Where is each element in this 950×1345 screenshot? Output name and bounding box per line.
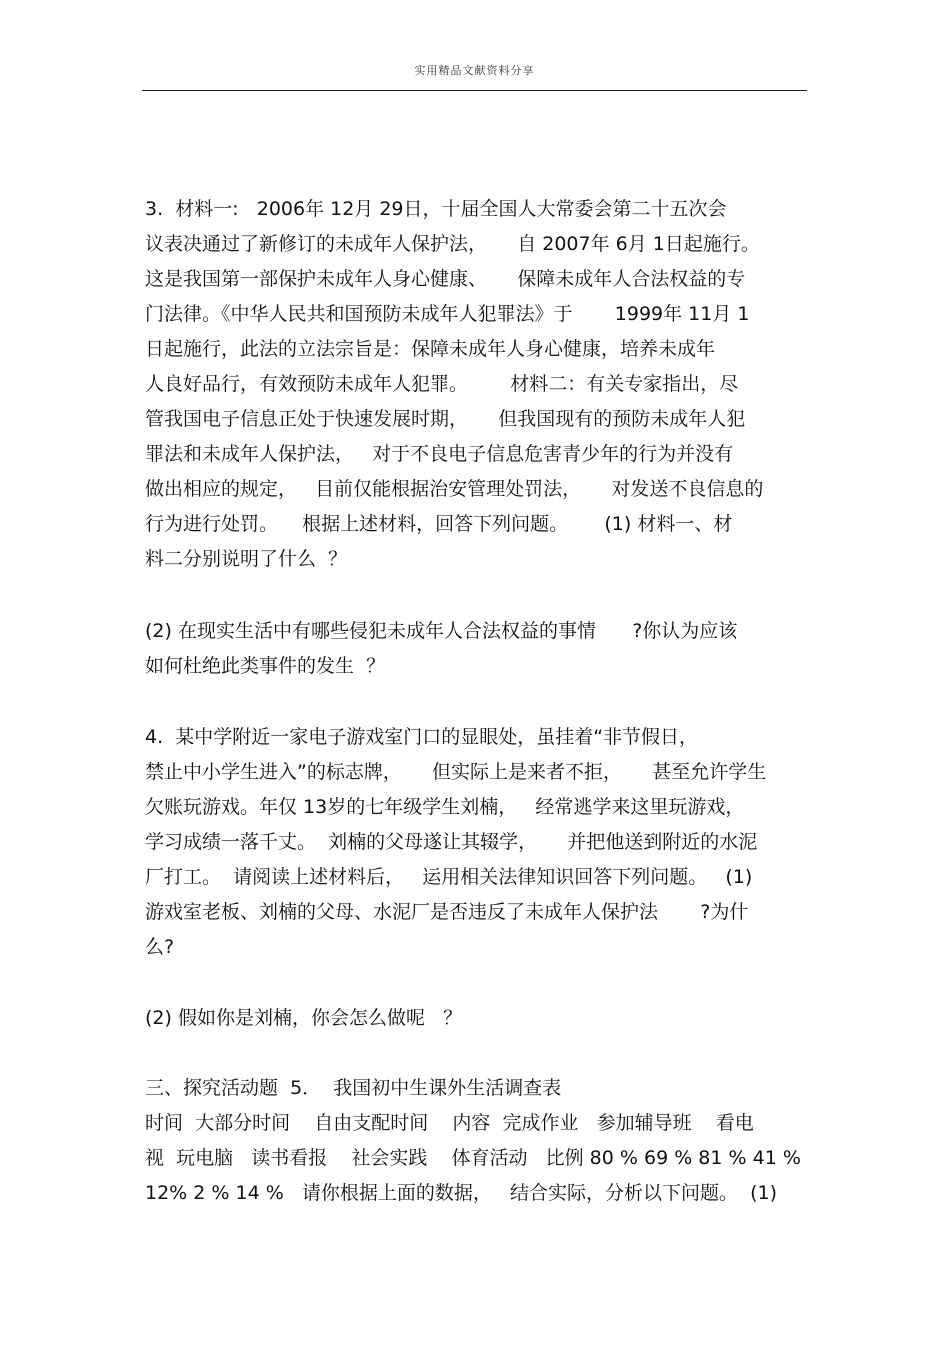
text-line: 门法律。《中华人民共和国预防未成年人犯罪法》于 1999年 11月 1 (145, 303, 750, 325)
text-line: 欠账玩游戏。年仅 13岁的七年级学生刘楠， 经常逃学来这里玩游戏， (145, 796, 745, 818)
text-line: 行为进行处罚。 根据上述材料，回答下列问题。 (1) 材料一、材 (145, 513, 733, 535)
text-line: 视 玩电脑 读书看报 社会实践 体育活动 比例 80 % 69 % 81 % 41 % (145, 1147, 801, 1169)
text-line: 三、探究活动题 5． 我国初中生课外生活调查表 (145, 1077, 562, 1099)
text-line: 日起施行，此法的立法宗旨是：保障未成年人身心健康，培养未成年 (145, 338, 716, 360)
text-line: (2) 假如你是刘楠，你会怎么做呢 ？ (145, 1007, 463, 1029)
text-line: 这是我国第一部保护未成年人身心健康、 保障未成年人合法权益的专 (145, 268, 746, 290)
text-line: 议表决通过了新修订的未成年人保护法， 自 2007年 6月 1日起施行。 (145, 233, 760, 255)
text-line: 如何杜绝此类事件的发生 ？ (145, 655, 386, 677)
text-line: 罪法和未成年人保护法， 对于不良电子信息危害青少年的行为并没有 (145, 443, 734, 465)
header-divider (142, 90, 807, 91)
text-line: 么? (145, 936, 175, 958)
text-line: (2) 在现实生活中有哪些侵犯未成年人合法权益的事情 ?你认为应该 (145, 620, 738, 642)
text-line: 学习成绩一落千丈。 刘楠的父母遂让其辍学， 并把他送到附近的水泥 (145, 831, 758, 853)
text-line: 厂打工。 请阅读上述材料后， 运用相关法律知识回答下列问题。 (1) (145, 866, 753, 888)
text-line: 禁止中小学生进入”的标志牌， 但实际上是来者不拒， 甚至允许学生 (145, 761, 767, 783)
text-line: 管我国电子信息正处于快速发展时期， 但我国现有的预防未成年人犯 (145, 408, 746, 430)
text-line: 人良好品行，有效预防未成年人犯罪。 材料二：有关专家指出，尽 (145, 373, 739, 395)
page-header: 实用精品文献资料分享 (414, 64, 535, 77)
text-line: 料二分别说明了什么 ？ (145, 548, 348, 570)
text-line: 时间 大部分时间 自由支配时间 内容 完成作业 参加辅导班 看电 (145, 1112, 754, 1134)
text-line: 4. 某中学附近一家电子游戏室门口的显眼处，虽挂着“非节假日， (145, 726, 699, 748)
text-line: 12% 2 % 14 % 请你根据上面的数据， 结合实际，分析以下问题。 (1) (145, 1182, 777, 1204)
text-line: 做出相应的规定， 目前仅能根据治安管理处罚法， 对发送不良信息的 (145, 478, 764, 500)
text-line: 游戏室老板、刘楠的父母、水泥厂是否违反了未成年人保护法 ?为什 (145, 901, 749, 923)
text-line: 3. 材料一: 2006年 12月 29日，十届全国人大常委会第二十五次会 (145, 198, 727, 220)
